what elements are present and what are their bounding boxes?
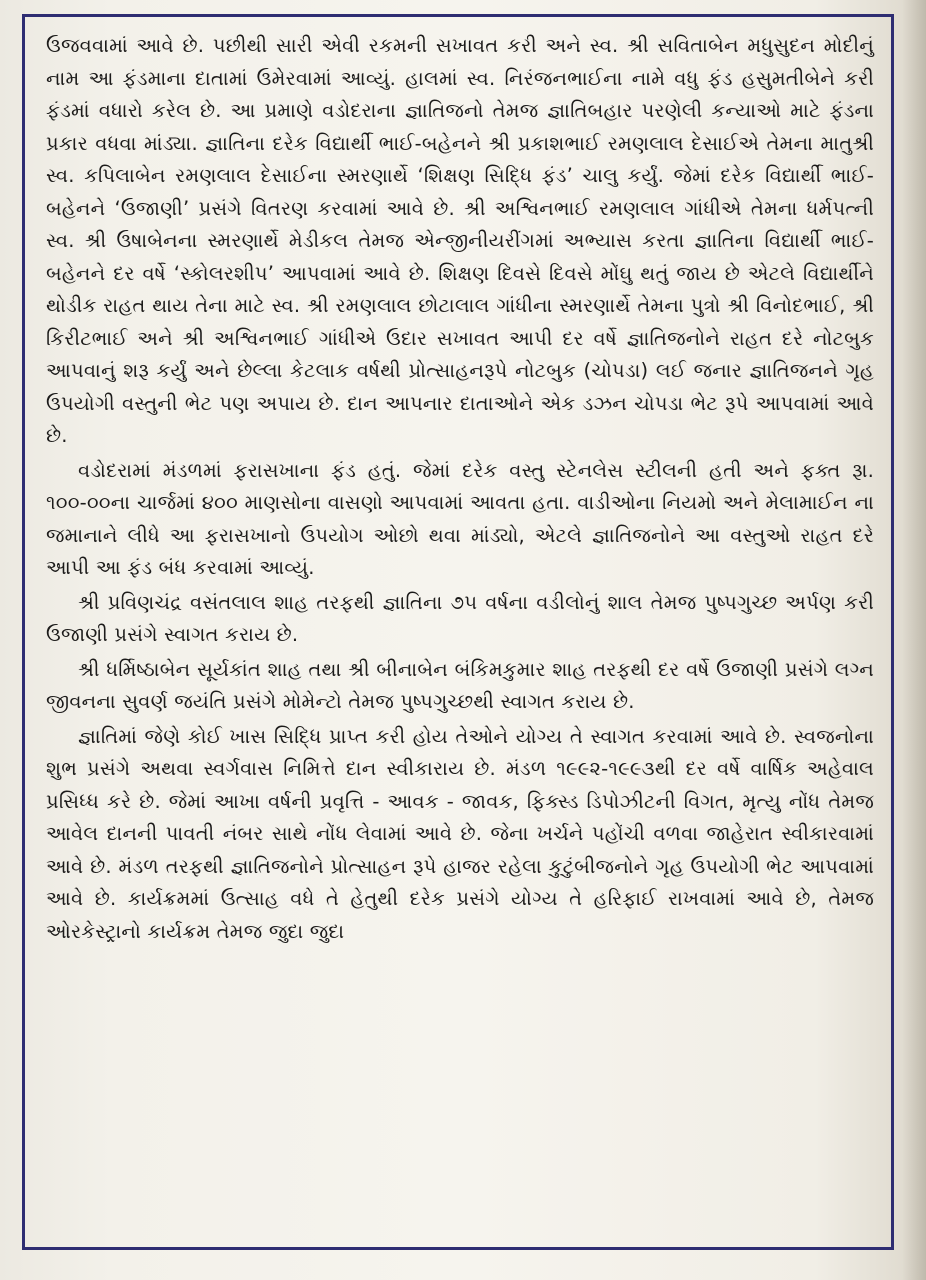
document-body bbox=[46, 30, 874, 950]
paragraph-utensil-fund: વડોદરામાં મંડળમાં ફરાસખાના ફંડ હતું. જેમાં દરેક વસ્તુ સ્ટેનલેસ સ્ટીલની હતી અને ફક્ત રૂા. ૧૦૦-૦૦ના ચાર્જમાં ૪૦૦ માણસોના વાસણો આપવામાં આવતા હતા. વાડીઓના નિયમો અને મેલામાઈન ના જમાનાને લીધે આ ફરાસખાનો ઉપયોગ ઓછો થવા માંડ્યો, એટલે જ્ઞાતિજનોને આ વસ્તુઓ રાહત દરે આપી આ ફંડ બંધ કરવામાં આવ્યું. bbox=[46, 458, 874, 579]
page-edge-shadow bbox=[902, 0, 926, 1280]
paragraph-elders-welcome: શ્રી પ્રવિણચંદ્ર વસંતલાલ શાહ તરફથી જ્ઞાતિના ૭૫ વર્ષના વડીલોનું શાલ તેમજ પુષ્પગુચ્છ અર્પણ કરી ઉજાણી પ્રસંગે સ્વાગત કરાય છે. bbox=[46, 590, 874, 646]
paragraph-golden-jubilee: શ્રી ધર્મિષ્ઠાબેન સૂર્યકાંત શાહ તથા શ્રી બીનાબેન બંકિમકુમાર શાહ તરફથી દર વર્ષે ઉજાણી પ્રસંગે લગ્ન જીવનના સુવર્ણ જયંતિ પ્રસંગે મોમેન્ટો તેમજ પુષ્પગુચ્છથી સ્વાગત કરાય છે. bbox=[46, 657, 874, 713]
paragraph-funds-history: ઉજવવામાં આવે છે. પછીથી સારી એવી રકમની સખાવત કરી અને સ્વ. શ્રી સવિતાબેન મધુસુદન મોદીનું નામ આ ફંડમાના દાતામાં ઉમેરવામાં આવ્યું. હાલમાં સ્વ. નિરંજનભાઈના નામે વધુ ફંડ હસુમતીબેને કરી ફંડમાં વધારો કરેલ છે. આ પ્રમાણે વડોદરાના જ્ઞાતિજનો તેમજ જ્ઞાતિબહાર પરણેલી કન્યાઓ માટે ફંડના પ્રકાર વધવા માંડ્યા. જ્ઞાતિના દરેક વિદ્યાર્થી ભાઈ-બહેનને શ્રી પ્રકાશભાઈ રમણલાલ દેસાઈએ તેમના માતુશ્રી સ્વ. કપિલાબેન રમણલાલ દેસાઈના સ્મરણાર્થે ‘શિક્ષણ સિદ્ધિ ફંડ’ ચાલુ કર્યું. જેમાં દરેક વિદ્યાર્થી ભાઈ-બહેનને ‘ઉજાણી’ પ્રસંગે વિતરણ કરવામાં આવે છે. શ્રી અશ્વિનભાઈ રમણલાલ ગાંધીએ તેમના ધર્મપત્ની સ્વ. શ્રી ઉષાબેનના સ્મરણાર્થે મેડીકલ તેમજ એન્જીનીયરીંગમાં અભ્યાસ કરતા જ્ઞાતિના વિદ્યાર્થી ભાઈ-બહેનને દર વર્ષે ‘સ્કોલરશીપ’ આપવામાં આવે છે. શિક્ષણ દિવસે દિવસે મોંઘુ થતું જાય છે એટલે વિદ્યાર્થીને થોડીક રાહત થાય તેના માટે સ્વ. શ્રી રમણલાલ છોટાલાલ ગાંધીના સ્મરણાર્થે તેમના પુત્રો શ્રી વિનોદભાઈ, શ્રી કિરીટભાઈ અને શ્રી અશ્વિનભાઈ ગાંધીએ ઉદાર સખાવત આપી દર વર્ષે જ્ઞાતિજનોને રાહત દરે નોટબુક આપવાનું શરૂ કર્યું અને છેલ્લા કેટલાક વર્ષથી પ્રોત્સાહનરૂપે નોટબુક (ચોપડા) લઈ જનાર જ્ઞાતિજનને ગૃહ ઉપયોગી વસ્તુની ભેટ પણ અપાય છે. દાન આપનાર દાતાઓને એક ડઝન ચોપડા ભેટ રૂપે આપવામાં આવે છે. bbox=[46, 34, 874, 447]
paragraph-annual-report: જ્ઞાતિમાં જેણે કોઈ ખાસ સિદ્ધિ પ્રાપ્ત કરી હોય તેઓને યોગ્ય તે સ્વાગત કરવામાં આવે છે. સ્વજનોના શુભ પ્રસંગે અથવા સ્વર્ગવાસ નિમિત્તે દાન સ્વીકારાય છે. મંડળ ૧૯૯૨-૧૯૯૩થી દર વર્ષે વાર્ષિક અહેવાલ પ્રસિધ્ધ કરે છે. જેમાં આખા વર્ષની પ્રવૃત્તિ - આવક - જાવક, ફિક્સ્ડ ડિપોઝીટની વિગત, મૃત્યુ નોંધ તેમજ આવેલ દાનની પાવતી નંબર સાથે નોંધ લેવામાં આવે છે. જેના ખર્ચને પહોંચી વળવા જાહેરાત સ્વીકારવામાં આવે છે. મંડળ તરફથી જ્ઞાતિજનોને પ્રોત્સાહન રૂપે હાજર રહેલા કુટુંબીજનોને ગૃહ ઉપયોગી ભેટ આપવામાં આવે છે. કાર્યક્રમમાં ઉત્સાહ વધે તે હેતુથી દરેક પ્રસંગે યોગ્ય તે હરિફાઈ રાખવામાં આવે છે, તેમજ ઓરકેસ્ટ્રાનો કાર્યક્રમ તેમજ જુદા જુદા bbox=[46, 724, 874, 943]
